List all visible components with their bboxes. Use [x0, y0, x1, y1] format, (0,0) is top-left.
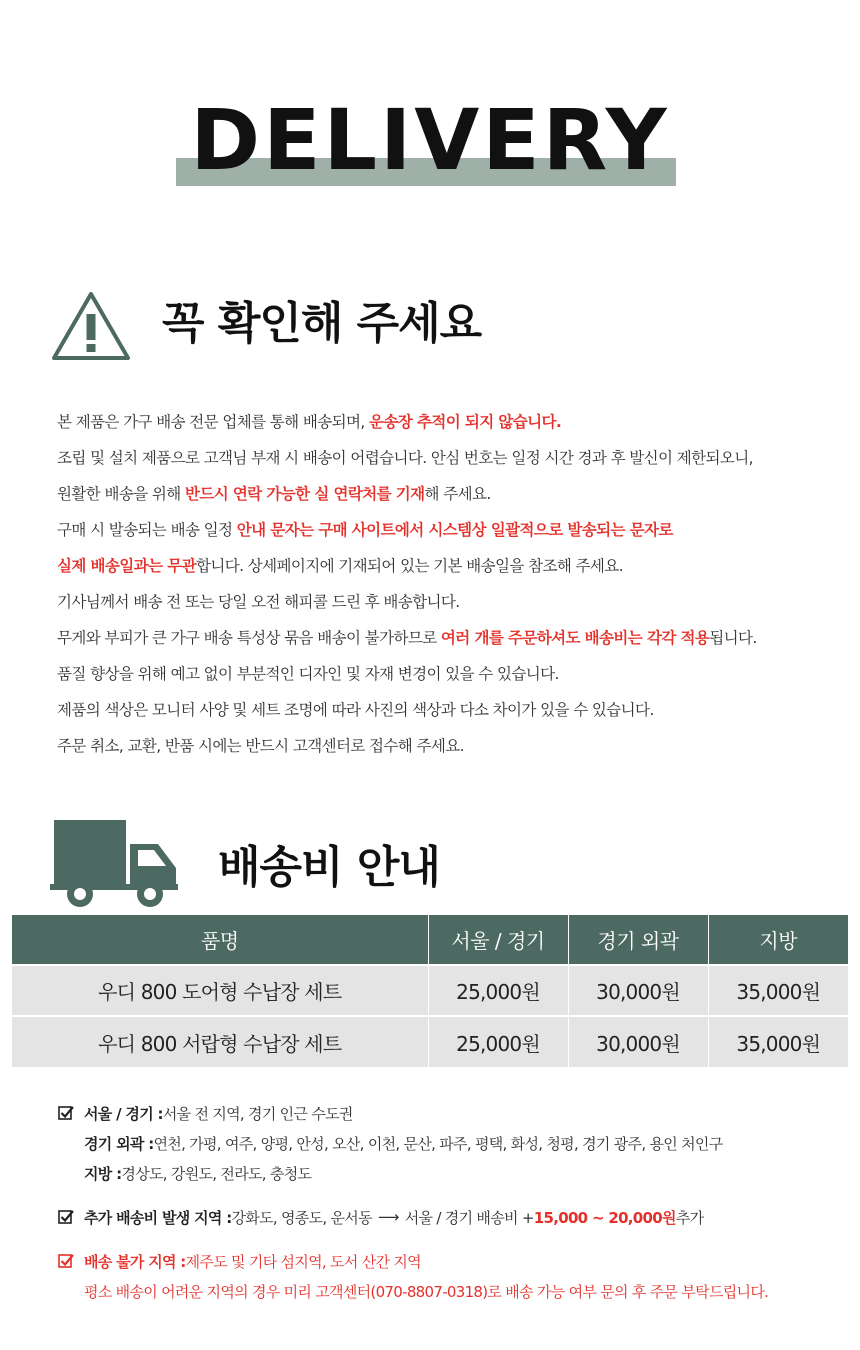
region-text: 제주도 및 기타 섬지역, 도서 산간 지역 — [185, 1252, 421, 1271]
checkbox-icon — [58, 1253, 74, 1269]
region-fee-tail: 추가 — [675, 1208, 704, 1227]
notice-line: 원활한 배송을 위해 반드시 연락 가능한 실 연락처를 기재해 주세요. — [57, 485, 491, 503]
region-row — [58, 1098, 838, 1128]
region-text: 서울 전 지역, 경기 인근 수도권 — [162, 1104, 353, 1123]
region-row — [58, 1128, 838, 1158]
notice-list — [57, 404, 847, 764]
notice-line: 구매 시 발송되는 배송 일정 안내 문자는 구매 사이트에서 시스템상 일괄적으로 발송되는 문자로 — [57, 521, 673, 539]
page-title: DELIVERY — [190, 91, 670, 189]
arrow-right-icon: ⟶ — [377, 1208, 399, 1226]
region-row — [58, 1202, 838, 1232]
hero-title-wrap — [190, 92, 669, 188]
notice-title: 꼭 확인해 주세요 — [162, 298, 482, 349]
warning-triangle-icon — [50, 290, 132, 362]
product-name-cell: 우디 800 서랍형 수납장 세트 — [12, 1016, 428, 1067]
region-info — [58, 1098, 838, 1320]
notice-line: 본 제품은 가구 배송 전문 업체를 통해 배송되며, 운송장 추적이 되지 않습니다. — [57, 413, 562, 431]
region-text: 연천, 가평, 여주, 양평, 안성, 오산, 이천, 문산, 파주, 평택, 화성, 청평, 경기 광주, 용인 처인구 — [153, 1134, 723, 1153]
fee-header — [50, 816, 810, 911]
hero-section — [0, 92, 860, 188]
price-cell: 30,000원 — [568, 1016, 708, 1067]
region-note — [58, 1276, 838, 1306]
notice-header — [50, 290, 810, 365]
truck-icon — [50, 816, 180, 911]
table-row — [12, 1016, 848, 1067]
column-header-outskirts: 경기 외곽 — [568, 915, 708, 965]
checkbox-icon — [58, 1209, 74, 1225]
notice-line: 제품의 색상은 모니터 사양 및 세트 조명에 따라 사진의 색상과 다소 차이가 있을 수 있습니다. — [57, 701, 654, 719]
fee-table — [12, 915, 848, 1067]
column-header-product: 품명 — [12, 915, 428, 965]
region-row — [58, 1158, 838, 1188]
column-header-seoul: 서울 / 경기 — [428, 915, 568, 965]
region-text: 강화도, 영종도, 운서동 — [231, 1208, 372, 1227]
region-fee-text: 서울 / 경기 배송비 + — [404, 1208, 534, 1227]
price-cell: 25,000원 — [428, 965, 568, 1016]
extra-fee-amount: 15,000 ~ 20,000원 — [533, 1208, 676, 1227]
checkbox-icon — [58, 1105, 74, 1121]
product-name-cell: 우디 800 도어형 수납장 세트 — [12, 965, 428, 1016]
region-label: 지방 : — [84, 1164, 122, 1183]
region-group-unavailable — [58, 1246, 838, 1306]
column-header-province: 지방 — [708, 915, 848, 965]
notice-line: 주문 취소, 교환, 반품 시에는 반드시 고객센터로 접수해 주세요. — [57, 737, 464, 755]
notice-line: 조립 및 설치 제품으로 고객님 부재 시 배송이 어렵습니다. 안심 번호는 일정 시간 경과 후 발신이 제한되오니, — [57, 449, 753, 467]
region-label: 경기 외곽 : — [84, 1134, 154, 1153]
notice-line: 기사님께서 배송 전 또는 당일 오전 해피콜 드린 후 배송합니다. — [57, 593, 460, 611]
price-cell: 30,000원 — [568, 965, 708, 1016]
unavailable-note: 평소 배송이 어려운 지역의 경우 미리 고객센터(070-8807-0318)로 배송 가능 여부 문의 후 주문 부탁드립니다. — [84, 1282, 769, 1301]
region-group-extra — [58, 1202, 838, 1232]
table-header-row — [12, 915, 848, 965]
fee-title: 배송비 안내 — [218, 842, 440, 893]
table-row — [12, 965, 848, 1016]
notice-line: 무게와 부피가 큰 가구 배송 특성상 묶음 배송이 불가하므로 여러 개를 주문하셔도 배송비는 각각 적용됩니다. — [57, 629, 757, 647]
price-cell: 35,000원 — [708, 965, 848, 1016]
notice-line: 품질 향상을 위해 예고 없이 부분적인 디자인 및 자재 변경이 있을 수 있습니다. — [57, 665, 559, 683]
region-label: 배송 불가 지역 : — [84, 1252, 186, 1271]
price-cell: 35,000원 — [708, 1016, 848, 1067]
region-label: 서울 / 경기 : — [84, 1104, 163, 1123]
notice-line: 실제 배송일과는 무관합니다. 상세페이지에 기재되어 있는 기본 배송일을 참조해 주세요. — [57, 557, 623, 575]
region-label: 추가 배송비 발생 지역 : — [84, 1208, 232, 1227]
region-text: 경상도, 강원도, 전라도, 충청도 — [121, 1164, 312, 1183]
price-cell: 25,000원 — [428, 1016, 568, 1067]
region-row — [58, 1246, 838, 1276]
region-group-standard — [58, 1098, 838, 1188]
